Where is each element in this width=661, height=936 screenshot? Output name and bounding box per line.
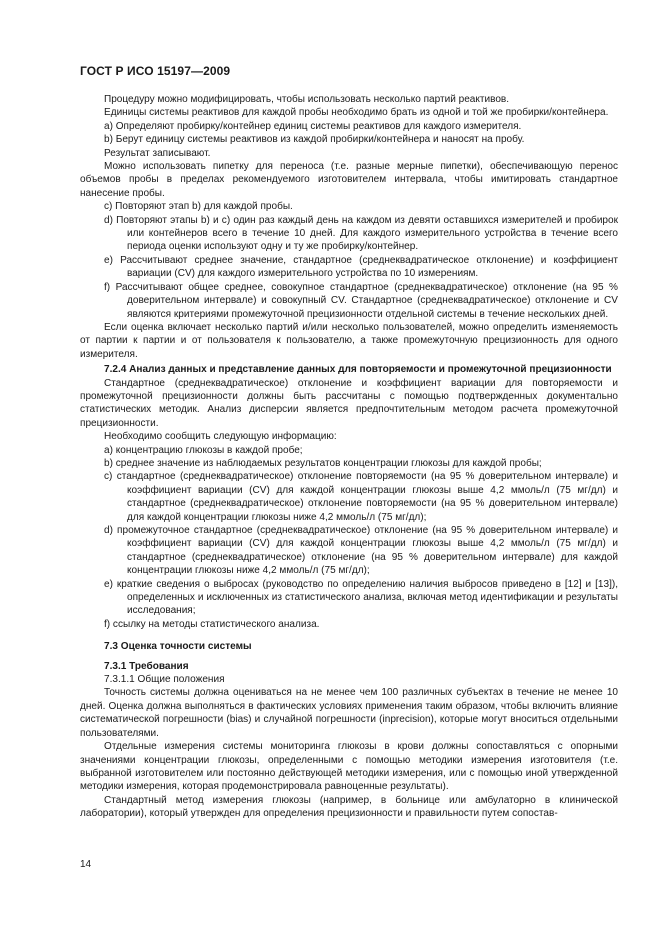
list-item: b) Берут единицу системы реактивов из каждой пробирки/контейнера и наносят на пробу. (104, 134, 525, 146)
paragraph: Стандартное (среднеквадратическое) отклонение и коэффициент вариации для повторяемости и промежуточной прецизионности должны быть рассчитаны с помощью подтвержденных документально статистических методик. Анализ дисперсии является предпочтительным методом расчета промежуточной прецизионности. (80, 377, 618, 429)
page-number: 14 (80, 859, 92, 870)
list-item: d) Повторяют этапы b) и с) один раз каждый день на каждом из девяти оставшихся измерителей и пробирок или контейнеров всего в течение 10 дней. Для каждого измерительного устройства в течение всего периода оценки используют одну и ту же пробирку/контейнер. (104, 214, 618, 253)
list-item: с) Повторяют этап b) для каждой пробы. (104, 201, 293, 213)
section-heading: 7.2.4 Анализ данных и представление данных для повторяемости и промежуточной прецизионности (104, 364, 612, 376)
list-item: f) ссылку на методы статистического анализа. (104, 618, 320, 630)
list-item: d) промежуточное стандартное (среднеквадратическое) отклонение (на 95 % доверительном интервале) и коэффициент вариации (CV) для каждой концентрации глюкозы выше 4,2 ммоль/л (75 мг/дл) и стандартное (среднеквадратическое) отклонение (на 95 % доверительном интервале) для каждой концентрации глюкозы ниже 4,2 ммоль/л (75 мг/дл); (104, 525, 618, 577)
paragraph: Стандартный метод измерения глюкозы (например, в больнице или амбулаторно в клинической лаборатории), который утвержден для определения прецизионности и правильности путем сопостав- (80, 794, 618, 820)
paragraph: Точность системы должна оцениваться на не менее чем 100 различных субъектах в течение не менее 10 дней. Оценка должна выполняться в фактических условиях применения таким образом, чтобы включить влияние систематической погрешности (bias) и случайной погрешности (inprecision), которые могут вноситься отдельными пользователями. (80, 687, 618, 739)
paragraph: Необходимо сообщить следующую информацию: (104, 431, 337, 443)
list-item: f) Рассчитывают общее среднее, совокупное стандартное (среднеквадратическое) отклонение (на 95 % доверительном интервале) и совокупный CV. Стандартное (среднеквадратическое) отклонение и CV являются критериями промежуточной прецизионности отдельной системы в течение нескольких дней. (104, 281, 618, 320)
subsubsection-heading: 7.3.1.1 Общие положения (104, 674, 225, 686)
page-body (80, 93, 618, 821)
list-item: Результат записывают. (104, 147, 211, 159)
list-item: с) стандартное (среднеквадратическое) отклонение повторяемости (на 95 % доверительном интервале) и коэффициент вариации (CV) для каждой концентрации глюкозы выше 4,2 ммоль/л (75 мг/дл) и стандартное (среднеквадратическое) отклонение повторяемости (на 95 % доверительном интервале) для каждой концентрации глюкозы ниже 4,2 ммоль/л (75 мг/дл); (104, 471, 618, 523)
paragraph: Процедуру можно модифицировать, чтобы использовать несколько партий реактивов. (104, 94, 510, 105)
document-header: ГОСТ Р ИСО 15197—2009 (80, 64, 231, 78)
list-item: е) Рассчитывают среднее значение, стандартное (среднеквадратическое отклонение) и коэффициент вариации (CV) для каждого измерительного устройства по 10 измерениям. (104, 254, 618, 280)
list-item: е) краткие сведения о выбросах (руководство по определению наличия выбросов приведено в [12] и [13]), определенных и исключенных из статистического анализа, включая метод идентификации и результаты исследования; (104, 578, 618, 617)
list-item: а) концентрацию глюкозы в каждой пробе; (104, 444, 303, 456)
list-item: а) Определяют пробирку/контейнер единиц системы реактивов для каждого измерителя. (104, 120, 522, 132)
paragraph: Отдельные измерения системы мониторинга глюкозы в крови должны сопоставляться с опорными значениями концентрации глюкозы, определенными с помощью методики измерения изготовителя (т.е. выбранной изготовителем или постоянно действующей методики измерения, или с помощью иной утвержденной методики измерения, которая продемонстрировала равноценные результаты). (80, 741, 618, 793)
paragraph: Если оценка включает несколько партий и/или несколько пользователей, можно определить изменяемость от партии к партии и от пользователя к пользователю, а также промежуточную прецизионность для одного измерителя. (80, 321, 618, 360)
paragraph: Можно использовать пипетку для переноса (т.е. разные мерные пипетки), обеспечивающую перенос объемов пробы в пределах рекомендуемого изготовителем интервала, чтобы имитировать стандартное нанесение пробы. (80, 161, 618, 199)
paragraph: Единицы системы реактивов для каждой пробы необходимо брать из одной и той же пробирки/контейнера. (104, 107, 609, 119)
list-item: b) среднее значение из наблюдаемых результатов концентрации глюкозы для каждой пробы; (104, 457, 542, 469)
section-heading: 7.3 Оценка точности системы (104, 641, 252, 653)
subsection-heading: 7.3.1 Требования (104, 660, 189, 672)
